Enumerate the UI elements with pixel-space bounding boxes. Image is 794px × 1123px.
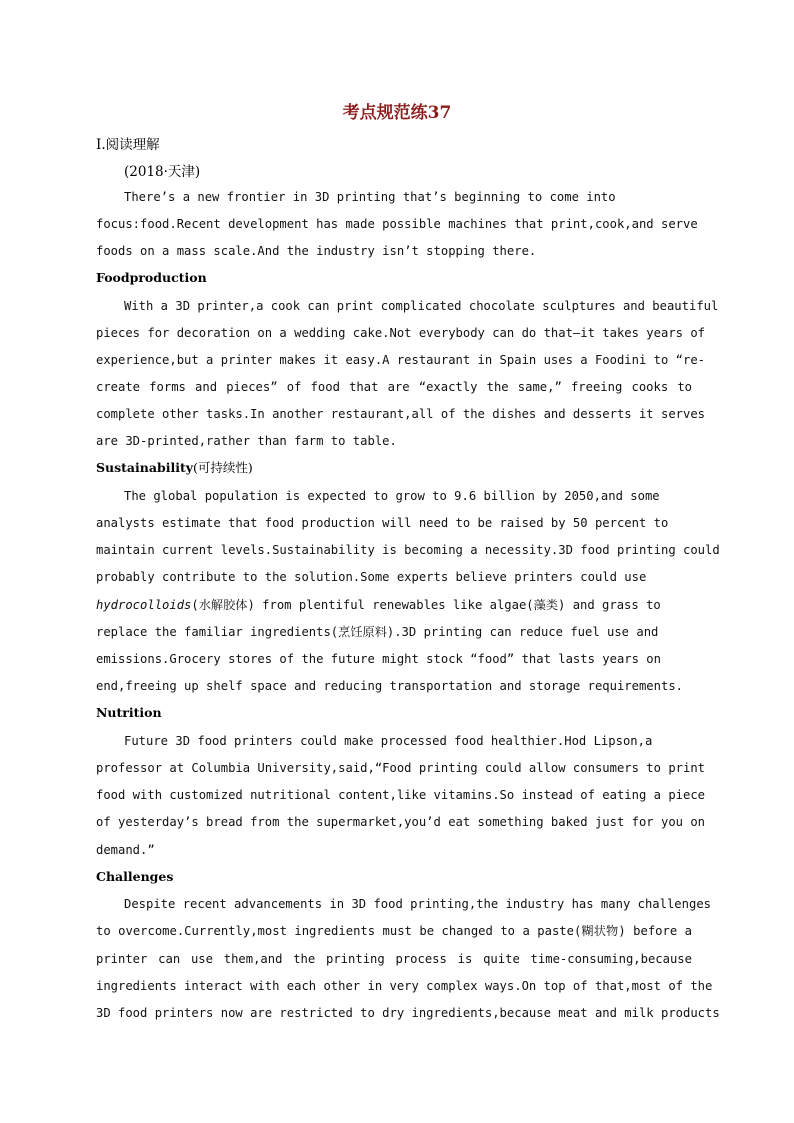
paragraph-line: maintain current levels.Sustainability is becoming a necessity.3D food printing could bbox=[96, 543, 720, 557]
paragraph-line: printer can use them,and the printing process is quite time-consuming,because bbox=[96, 952, 692, 966]
paragraph-line: There’s a new frontier in 3D printing that’s beginning to come into bbox=[124, 190, 616, 204]
paragraph-line: demand.” bbox=[96, 843, 155, 857]
paragraph-line: analysts estimate that food production will need to be raised by 50 percent to bbox=[96, 516, 669, 530]
page-title: 考点规范练37 bbox=[342, 103, 452, 123]
paragraph-line: end,freeing up shelf space and reducing transportation and storage requirements. bbox=[96, 679, 683, 693]
paragraph-line: foods on a mass scale.And the industry isn’t stopping there. bbox=[96, 244, 537, 258]
paragraph-line: experience,but a printer makes it easy.A restaurant in Spain uses a Foodini to “re- bbox=[96, 353, 706, 367]
italic-term: hydrocolloids bbox=[96, 598, 192, 612]
paragraph-line bbox=[96, 595, 692, 615]
paragraph-line: Despite recent advancements in 3D food printing,the industry has many challenges bbox=[124, 897, 711, 911]
section-heading bbox=[96, 458, 253, 478]
section-heading: Foodproduction bbox=[96, 270, 207, 285]
paragraph-line: pieces for decoration on a wedding cake.Not everybody can do that—it takes years of bbox=[96, 326, 706, 340]
paragraph-line: create forms and pieces” of food that are “exactly the same,” freeing cooks to bbox=[96, 380, 692, 394]
paragraph-line: ingredients interact with each other in very complex ways.On top of that,most of the bbox=[96, 979, 713, 993]
paragraph-line: focus:food.Recent development has made possible machines that print,cook,and serve bbox=[96, 217, 698, 231]
paragraph-line: food with customized nutritional content,like vitamins.So instead of eating a piece bbox=[96, 788, 706, 802]
paragraph-line: are 3D-printed,rather than farm to table. bbox=[96, 434, 397, 448]
section-heading: Nutrition bbox=[96, 705, 162, 720]
paragraph-line: to overcome.Currently,most ingredients must be changed to a paste(糊状物) before a bbox=[96, 924, 692, 938]
paragraph-line: professor at Columbia University,said,“Food printing could allow consumers to print bbox=[96, 761, 706, 775]
paragraph-line: 3D food printers now are restricted to dry ingredients,because meat and milk products bbox=[96, 1006, 720, 1020]
line-rest: (水解胶体) from plentiful renewables like algae(藻类) and grass to bbox=[191, 598, 661, 612]
heading-text: Sustainability bbox=[96, 460, 193, 475]
paragraph-line: probably contribute to the solution.Some experts believe printers could use bbox=[96, 570, 647, 584]
paragraph-line: of yesterday’s bread from the supermarket,you’d eat something baked just for you on bbox=[96, 815, 706, 829]
paragraph-line: emissions.Grocery stores of the future might stock “food” that lasts years on bbox=[96, 652, 661, 666]
paragraph-line: With a 3D printer,a cook can print complicated chocolate sculptures and beautiful bbox=[124, 299, 719, 313]
paragraph-line: replace the familiar ingredients(烹饪原料).3D printing can reduce fuel use and bbox=[96, 625, 659, 639]
paragraph-line: The global population is expected to grow to 9.6 billion by 2050,and some bbox=[124, 489, 660, 503]
paragraph-line: complete other tasks.In another restaurant,all of the dishes and desserts it serves bbox=[96, 407, 706, 421]
source-note: (2018·天津) bbox=[124, 164, 201, 180]
section-label: Ⅰ.阅读理解 bbox=[96, 137, 160, 153]
paragraph-line: Future 3D food printers could make processed food healthier.Hod Lipson,a bbox=[124, 734, 653, 748]
heading-note: (可持续性) bbox=[193, 460, 253, 475]
section-heading: Challenges bbox=[96, 869, 174, 884]
